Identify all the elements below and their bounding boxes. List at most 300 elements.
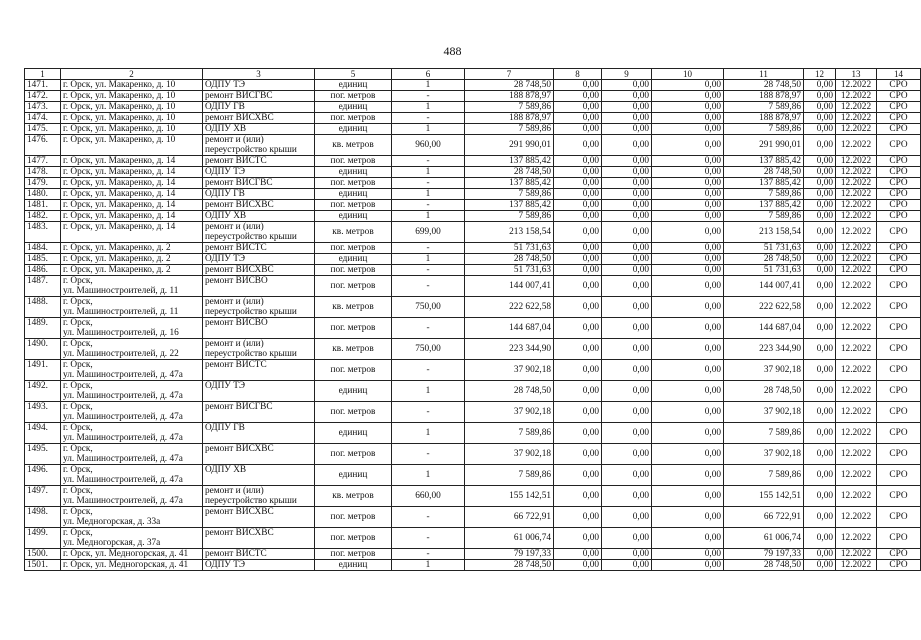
quantity-cell: 1 (392, 80, 465, 91)
source-cell: СРО (877, 360, 921, 381)
col9-cell: 0,00 (602, 486, 652, 507)
col12-cell: 0,00 (804, 124, 836, 135)
quantity-cell: - (392, 91, 465, 102)
table-row (25, 486, 921, 507)
date-cell: 12.2022 (836, 381, 877, 402)
source-cell: СРО (877, 444, 921, 465)
col8-cell: 0,00 (554, 178, 602, 189)
address-cell-line: г. Орск, ул. Макаренко, д. 10 (63, 91, 176, 101)
work-type-cell-line: ремонт ВИСВО (205, 318, 268, 328)
total-cell: 144 007,41 (724, 276, 804, 297)
work-type-cell-line: ремонт ВИСХВС (205, 444, 274, 454)
col8-cell: 0,00 (554, 318, 602, 339)
col10-cell: 0,00 (652, 360, 724, 381)
work-type-cell (203, 297, 315, 318)
cost-cell: 144 007,41 (465, 276, 554, 297)
source-cell: СРО (877, 297, 921, 318)
cost-cell: 66 722,91 (465, 507, 554, 528)
work-type-cell-line: ОДПУ ТЭ (205, 167, 246, 177)
address-cell-line: г. Орск, (63, 507, 93, 517)
col12-cell: 0,00 (804, 254, 836, 265)
unit-cell: единиц (315, 167, 392, 178)
col10-cell: 0,00 (652, 444, 724, 465)
cost-cell: 137 885,42 (465, 200, 554, 211)
cost-cell: 79 197,33 (465, 549, 554, 560)
work-type-cell-line: ремонт ВИСВО (205, 276, 268, 286)
total-cell: 291 990,01 (724, 135, 804, 156)
col9-cell: 0,00 (602, 243, 652, 254)
work-type-cell (203, 381, 315, 402)
address-cell (61, 486, 203, 507)
col8-cell: 0,00 (554, 189, 602, 200)
col12-cell: 0,00 (804, 222, 836, 243)
cost-cell: 28 748,50 (465, 560, 554, 571)
unit-cell: единиц (315, 381, 392, 402)
row-number: 1472. (25, 91, 61, 102)
col9-cell: 0,00 (602, 265, 652, 276)
address-cell (61, 80, 203, 91)
col10-cell: 0,00 (652, 102, 724, 113)
work-type-cell-line: ремонт ВИСХВС (205, 113, 274, 123)
work-type-cell (203, 423, 315, 444)
unit-cell: кв. метров (315, 135, 392, 156)
total-cell: 28 748,50 (724, 254, 804, 265)
work-type-cell-line: ремонт ВИСТС (205, 156, 267, 166)
address-cell (61, 91, 203, 102)
row-number: 1499. (25, 528, 61, 549)
source-cell: СРО (877, 276, 921, 297)
col8-cell: 0,00 (554, 507, 602, 528)
address-cell (61, 156, 203, 167)
quantity-cell: 1 (392, 560, 465, 571)
row-number: 1478. (25, 167, 61, 178)
column-number-13: 14 (877, 69, 921, 80)
address-cell-line: ул. Машиностроителей, д. 47а (63, 454, 183, 464)
row-number: 1489. (25, 318, 61, 339)
col10-cell: 0,00 (652, 465, 724, 486)
unit-cell: пог. метров (315, 156, 392, 167)
work-type-cell (203, 276, 315, 297)
total-cell: 51 731,63 (724, 265, 804, 276)
col9-cell: 0,00 (602, 178, 652, 189)
column-number-10: 11 (724, 69, 804, 80)
row-number: 1474. (25, 113, 61, 124)
row-number: 1501. (25, 560, 61, 571)
cost-cell: 51 731,63 (465, 265, 554, 276)
cost-cell: 144 687,04 (465, 318, 554, 339)
work-type-cell-line: ОДПУ ХВ (205, 124, 247, 134)
table-row (25, 549, 921, 560)
work-type-cell (203, 507, 315, 528)
address-cell-line: г. Орск, ул. Макаренко, д. 10 (63, 124, 176, 134)
date-cell: 12.2022 (836, 297, 877, 318)
work-type-cell (203, 200, 315, 211)
column-number-row (25, 69, 921, 80)
date-cell: 12.2022 (836, 156, 877, 167)
quantity-cell: - (392, 507, 465, 528)
table-row (25, 339, 921, 360)
address-cell-line: г. Орск, (63, 276, 93, 286)
source-cell: СРО (877, 80, 921, 91)
date-cell: 12.2022 (836, 167, 877, 178)
work-type-cell (203, 318, 315, 339)
table-row (25, 254, 921, 265)
col8-cell: 0,00 (554, 200, 602, 211)
total-cell: 144 687,04 (724, 318, 804, 339)
row-number: 1482. (25, 211, 61, 222)
col10-cell: 0,00 (652, 167, 724, 178)
work-type-cell-line: ремонт и (или) (205, 222, 264, 232)
work-type-cell-line: ремонт и (или) (205, 486, 264, 496)
work-type-cell-line: ОДПУ ТЭ (205, 381, 246, 391)
unit-cell: пог. метров (315, 178, 392, 189)
row-number: 1492. (25, 381, 61, 402)
address-cell (61, 189, 203, 200)
work-type-cell (203, 91, 315, 102)
work-type-cell (203, 265, 315, 276)
col9-cell: 0,00 (602, 381, 652, 402)
work-type-cell (203, 80, 315, 91)
source-cell: СРО (877, 243, 921, 254)
source-cell: СРО (877, 339, 921, 360)
unit-cell: единиц (315, 254, 392, 265)
table-row (25, 211, 921, 222)
date-cell: 12.2022 (836, 124, 877, 135)
col8-cell: 0,00 (554, 560, 602, 571)
cost-cell: 37 902,18 (465, 360, 554, 381)
table-row (25, 265, 921, 276)
address-cell-line: г. Орск, ул. Макаренко, д. 10 (63, 135, 176, 145)
col10-cell: 0,00 (652, 211, 724, 222)
total-cell: 37 902,18 (724, 402, 804, 423)
col12-cell: 0,00 (804, 178, 836, 189)
cost-cell: 7 589,86 (465, 102, 554, 113)
address-cell-line: г. Орск, ул. Макаренко, д. 10 (63, 80, 176, 90)
unit-cell: пог. метров (315, 91, 392, 102)
total-cell: 7 589,86 (724, 465, 804, 486)
quantity-cell: 1 (392, 211, 465, 222)
address-cell-line: ул. Машиностроителей, д. 47а (63, 391, 183, 401)
source-cell: СРО (877, 423, 921, 444)
total-cell: 155 142,51 (724, 486, 804, 507)
work-type-cell (203, 243, 315, 254)
address-cell-line: ул. Машиностроителей, д. 47а (63, 433, 183, 443)
address-cell-line: ул. Машиностроителей, д. 47а (63, 412, 183, 422)
table-row (25, 318, 921, 339)
address-cell (61, 465, 203, 486)
address-cell (61, 444, 203, 465)
address-cell-line: г. Орск, ул. Макаренко, д. 14 (63, 178, 176, 188)
col12-cell: 0,00 (804, 486, 836, 507)
date-cell: 12.2022 (836, 265, 877, 276)
unit-cell: пог. метров (315, 528, 392, 549)
quantity-cell: 1 (392, 423, 465, 444)
col10-cell: 0,00 (652, 381, 724, 402)
table-row (25, 91, 921, 102)
address-cell-line: г. Орск, ул. Макаренко, д. 14 (63, 200, 176, 210)
work-type-cell (203, 549, 315, 560)
table-row (25, 560, 921, 571)
source-cell: СРО (877, 254, 921, 265)
quantity-cell: - (392, 318, 465, 339)
cost-cell: 137 885,42 (465, 178, 554, 189)
work-type-cell-line: ОДПУ ГВ (205, 423, 245, 433)
unit-cell: единиц (315, 80, 392, 91)
work-type-cell (203, 486, 315, 507)
unit-cell: кв. метров (315, 297, 392, 318)
address-cell-line: г. Орск, (63, 381, 93, 391)
address-cell-line: г. Орск, (63, 528, 93, 538)
col10-cell: 0,00 (652, 189, 724, 200)
col8-cell: 0,00 (554, 156, 602, 167)
work-type-cell (203, 135, 315, 156)
work-type-cell (203, 560, 315, 571)
address-cell (61, 167, 203, 178)
table-row (25, 297, 921, 318)
address-cell-line: г. Орск, ул. Макаренко, д. 14 (63, 189, 176, 199)
work-type-cell (203, 222, 315, 243)
quantity-cell: 750,00 (392, 339, 465, 360)
col10-cell: 0,00 (652, 254, 724, 265)
col12-cell: 0,00 (804, 560, 836, 571)
row-number: 1495. (25, 444, 61, 465)
quantity-cell: - (392, 265, 465, 276)
work-type-cell-line: переустройство крыши (205, 307, 297, 317)
total-cell: 137 885,42 (724, 178, 804, 189)
unit-cell: пог. метров (315, 265, 392, 276)
col12-cell: 0,00 (804, 423, 836, 444)
address-cell (61, 318, 203, 339)
unit-cell: пог. метров (315, 113, 392, 124)
cost-cell: 28 748,50 (465, 381, 554, 402)
col9-cell: 0,00 (602, 339, 652, 360)
row-number: 1486. (25, 265, 61, 276)
source-cell: СРО (877, 528, 921, 549)
source-cell: СРО (877, 91, 921, 102)
total-cell: 223 344,90 (724, 339, 804, 360)
unit-cell: кв. метров (315, 486, 392, 507)
address-cell (61, 528, 203, 549)
quantity-cell: - (392, 200, 465, 211)
table-row (25, 156, 921, 167)
work-type-cell-line: ремонт ВИСХВС (205, 265, 274, 275)
column-number-1: 1 (25, 69, 61, 80)
work-type-cell-line: ремонт и (или) (205, 297, 264, 307)
cost-cell: 291 990,01 (465, 135, 554, 156)
quantity-cell: 1 (392, 254, 465, 265)
work-type-cell (203, 360, 315, 381)
column-number-12: 13 (836, 69, 877, 80)
table-row (25, 423, 921, 444)
source-cell: СРО (877, 178, 921, 189)
date-cell: 12.2022 (836, 339, 877, 360)
quantity-cell: - (392, 156, 465, 167)
unit-cell: единиц (315, 560, 392, 571)
unit-cell: кв. метров (315, 222, 392, 243)
address-cell (61, 254, 203, 265)
date-cell: 12.2022 (836, 254, 877, 265)
address-cell-line: г. Орск, ул. Макаренко, д. 2 (63, 243, 171, 253)
work-type-cell-line: ремонт ВИСГВС (205, 91, 273, 101)
col12-cell: 0,00 (804, 276, 836, 297)
date-cell: 12.2022 (836, 222, 877, 243)
source-cell: СРО (877, 113, 921, 124)
source-cell: СРО (877, 381, 921, 402)
cost-cell: 223 344,90 (465, 339, 554, 360)
address-cell-line: г. Орск, (63, 444, 93, 454)
address-cell (61, 211, 203, 222)
col8-cell: 0,00 (554, 339, 602, 360)
address-cell (61, 423, 203, 444)
quantity-cell: 1 (392, 167, 465, 178)
cost-cell: 213 158,54 (465, 222, 554, 243)
work-type-cell (203, 113, 315, 124)
table-row (25, 189, 921, 200)
work-type-cell (203, 156, 315, 167)
work-type-cell (203, 339, 315, 360)
unit-cell: единиц (315, 102, 392, 113)
work-type-cell-line: ремонт ВИСХВС (205, 507, 274, 517)
address-cell-line: ул. Машиностроителей, д. 11 (63, 307, 179, 317)
work-type-cell-line: ремонт ВИСХВС (205, 200, 274, 210)
column-number-9: 10 (652, 69, 724, 80)
address-cell (61, 297, 203, 318)
address-cell-line: ул. Машиностроителей, д. 47а (63, 370, 183, 380)
work-type-cell (203, 167, 315, 178)
col8-cell: 0,00 (554, 102, 602, 113)
date-cell: 12.2022 (836, 80, 877, 91)
col9-cell: 0,00 (602, 222, 652, 243)
address-cell (61, 178, 203, 189)
date-cell: 12.2022 (836, 102, 877, 113)
total-cell: 7 589,86 (724, 211, 804, 222)
date-cell: 12.2022 (836, 243, 877, 254)
unit-cell: пог. метров (315, 243, 392, 254)
col8-cell: 0,00 (554, 211, 602, 222)
address-cell (61, 113, 203, 124)
quantity-cell: - (392, 528, 465, 549)
total-cell: 28 748,50 (724, 560, 804, 571)
col8-cell: 0,00 (554, 297, 602, 318)
cost-cell: 137 885,42 (465, 156, 554, 167)
cost-cell: 28 748,50 (465, 254, 554, 265)
address-cell (61, 507, 203, 528)
col9-cell: 0,00 (602, 297, 652, 318)
table-row (25, 80, 921, 91)
work-type-cell-line: ОДПУ ТЭ (205, 560, 246, 570)
col8-cell: 0,00 (554, 276, 602, 297)
address-cell-line: г. Орск, ул. Макаренко, д. 2 (63, 265, 171, 275)
table-row (25, 222, 921, 243)
col10-cell: 0,00 (652, 318, 724, 339)
quantity-cell: 1 (392, 189, 465, 200)
work-type-cell-line: ОДПУ ХВ (205, 211, 247, 221)
address-cell-line: г. Орск, (63, 402, 93, 412)
date-cell: 12.2022 (836, 465, 877, 486)
row-number: 1487. (25, 276, 61, 297)
cost-cell: 222 622,58 (465, 297, 554, 318)
date-cell: 12.2022 (836, 528, 877, 549)
address-cell (61, 265, 203, 276)
table-row (25, 135, 921, 156)
col8-cell: 0,00 (554, 360, 602, 381)
col9-cell: 0,00 (602, 211, 652, 222)
address-cell-line: г. Орск, (63, 423, 93, 433)
unit-cell: пог. метров (315, 318, 392, 339)
col12-cell: 0,00 (804, 381, 836, 402)
unit-cell: единиц (315, 465, 392, 486)
address-cell-line: ул. Машиностроителей, д. 22 (63, 349, 179, 359)
col9-cell: 0,00 (602, 402, 652, 423)
quantity-cell: 960,00 (392, 135, 465, 156)
address-cell (61, 402, 203, 423)
date-cell: 12.2022 (836, 189, 877, 200)
col10-cell: 0,00 (652, 402, 724, 423)
col8-cell: 0,00 (554, 167, 602, 178)
column-number-2: 2 (61, 69, 203, 80)
col9-cell: 0,00 (602, 167, 652, 178)
quantity-cell: - (392, 444, 465, 465)
address-cell-line: г. Орск, ул. Макаренко, д. 10 (63, 102, 176, 112)
quantity-cell: - (392, 113, 465, 124)
col9-cell: 0,00 (602, 91, 652, 102)
column-number-7: 8 (554, 69, 602, 80)
col12-cell: 0,00 (804, 549, 836, 560)
column-number-5: 6 (392, 69, 465, 80)
column-number-6: 7 (465, 69, 554, 80)
row-number: 1477. (25, 156, 61, 167)
col9-cell: 0,00 (602, 102, 652, 113)
total-cell: 188 878,97 (724, 113, 804, 124)
row-number: 1491. (25, 360, 61, 381)
col8-cell: 0,00 (554, 528, 602, 549)
work-type-cell (203, 254, 315, 265)
col8-cell: 0,00 (554, 80, 602, 91)
row-number: 1476. (25, 135, 61, 156)
col10-cell: 0,00 (652, 156, 724, 167)
col8-cell: 0,00 (554, 91, 602, 102)
column-number-3: 3 (203, 69, 315, 80)
col8-cell: 0,00 (554, 243, 602, 254)
source-cell: СРО (877, 402, 921, 423)
cost-cell: 28 748,50 (465, 167, 554, 178)
address-cell-line: г. Орск, (63, 360, 93, 370)
row-number: 1484. (25, 243, 61, 254)
total-cell: 61 006,74 (724, 528, 804, 549)
table-row (25, 444, 921, 465)
col8-cell: 0,00 (554, 222, 602, 243)
cost-cell: 61 006,74 (465, 528, 554, 549)
address-cell-line: ул. Медногорская, д. 33а (63, 517, 161, 527)
source-cell: СРО (877, 507, 921, 528)
work-type-cell-line: ремонт и (или) (205, 339, 264, 349)
col12-cell: 0,00 (804, 167, 836, 178)
quantity-cell: 1 (392, 465, 465, 486)
work-type-cell-line: ОДПУ ТЭ (205, 254, 246, 264)
quantity-cell: 660,00 (392, 486, 465, 507)
cost-cell: 7 589,86 (465, 124, 554, 135)
table-body (25, 69, 921, 571)
row-number: 1498. (25, 507, 61, 528)
col9-cell: 0,00 (602, 254, 652, 265)
cost-cell: 51 731,63 (465, 243, 554, 254)
address-cell-line: г. Орск, (63, 465, 93, 475)
row-number: 1473. (25, 102, 61, 113)
table-row (25, 360, 921, 381)
col10-cell: 0,00 (652, 560, 724, 571)
quantity-cell: 1 (392, 381, 465, 402)
table-row (25, 124, 921, 135)
